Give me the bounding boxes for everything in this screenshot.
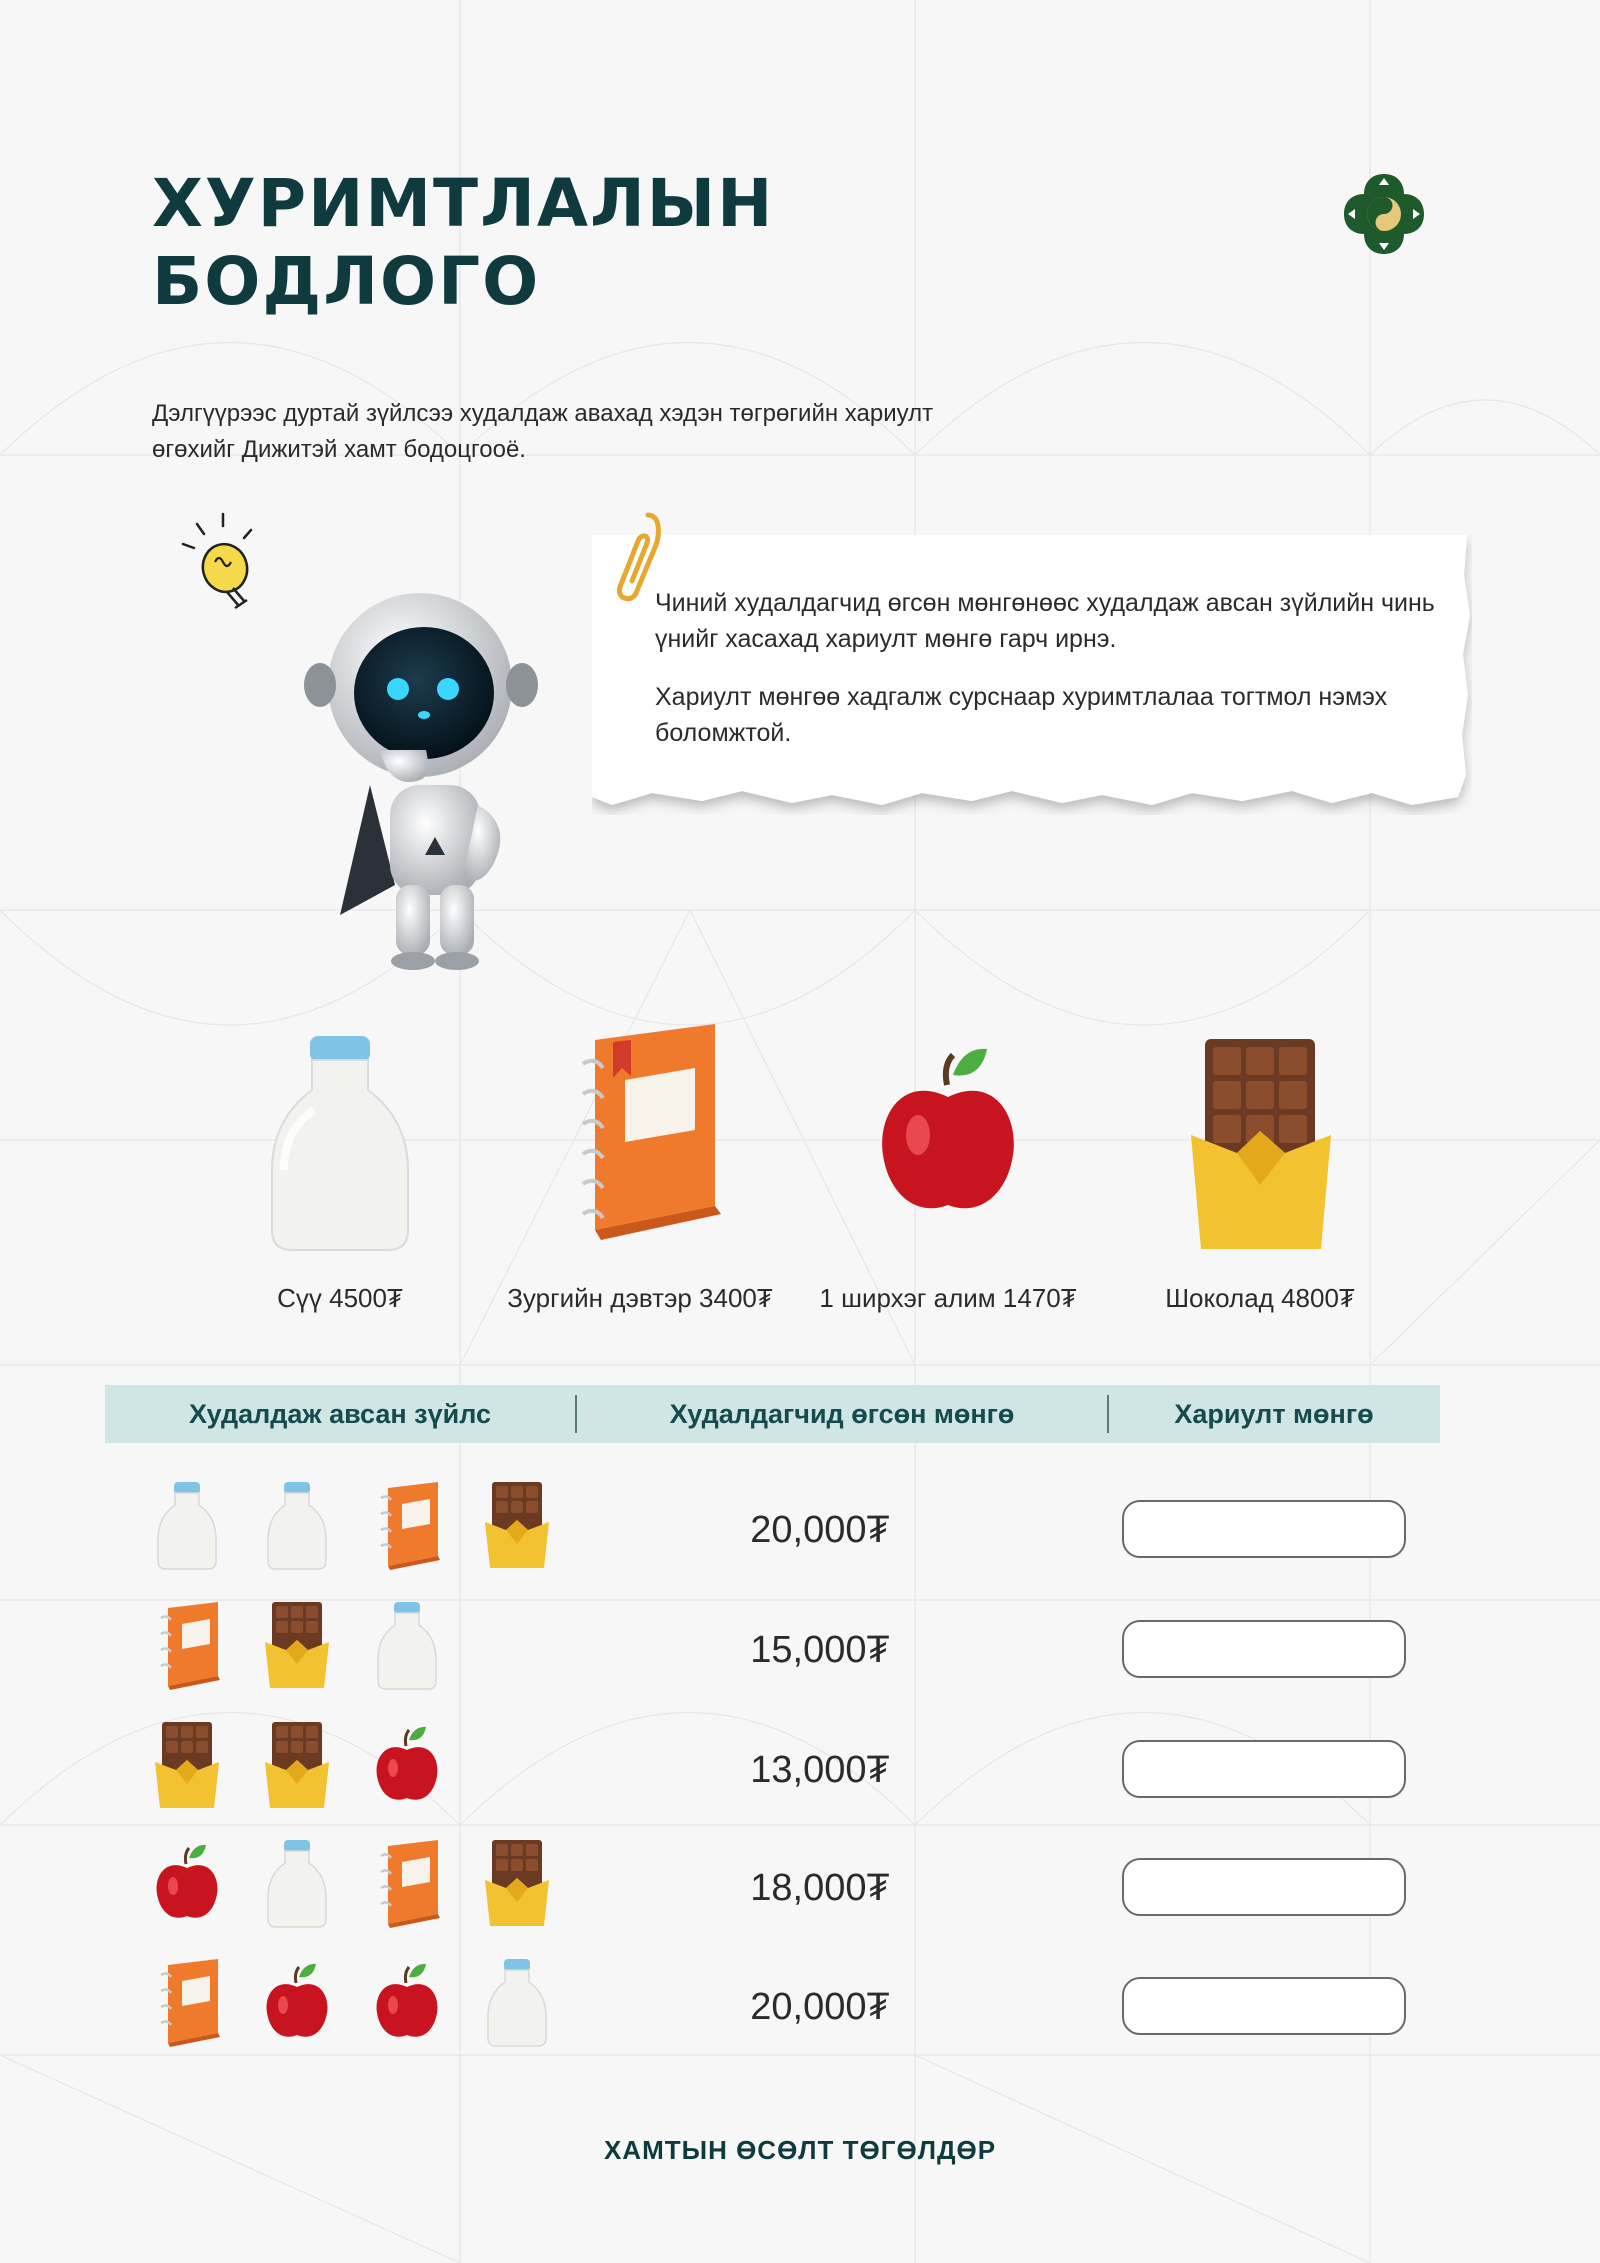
apple-icon: [152, 1838, 222, 1928]
purchased-items: [140, 1828, 600, 1948]
intro-text: Дэлгүүрээс дуртай зүйлсээ худалдаж авахад хэдэн төгрөгийн хариулт өгөхийг Дижитэй хамт бодоцгооё.: [152, 400, 934, 463]
milk-bottle-icon: [262, 1480, 332, 1570]
note-paragraph-2: Хариулт мөнгөө хадгалж сурснаар хуримтлалаа тогтмол нэмэх боломжтой.: [655, 683, 1388, 747]
milk-bottle-icon: [372, 1600, 442, 1690]
table-row: [140, 1947, 1420, 2067]
purchased-items: [140, 1590, 600, 1710]
apple-icon: [873, 1045, 1023, 1255]
milk-bottle-icon: [482, 1957, 552, 2047]
table-row: [140, 1470, 1420, 1590]
note-text: [655, 585, 1455, 773]
robot-mascot-icon: [300, 585, 540, 975]
product-milk: [215, 1030, 465, 1314]
chocolate-icon: [262, 1720, 332, 1810]
header-purchased-items: Худалдаж авсан зүйлс: [188, 1398, 492, 1429]
money-given-amount: 18,000₮: [750, 1866, 890, 1909]
title-line-1: ХУРИМТЛАЛЫН: [152, 165, 775, 242]
chocolate-icon: [262, 1600, 332, 1690]
apple-icon: [372, 1957, 442, 2047]
change-answer-box[interactable]: [1122, 1977, 1406, 2035]
product-label-chocolate: Шоколад 4800₮: [1165, 1283, 1355, 1313]
sketchbook-icon: [372, 1838, 442, 1928]
change-answer-box[interactable]: [1122, 1858, 1406, 1916]
product-apple: [808, 1045, 1088, 1314]
footer-slogan: ХАМТЫН ӨСӨЛТ ТӨГӨЛДӨР: [603, 2135, 997, 2165]
table-row: [140, 1590, 1420, 1710]
chocolate-icon: [482, 1480, 552, 1570]
note-paragraph-1: Чиний худалдагчид өгсөн мөнгөнөөс худалдаж авсан зүйлийн чинь үнийг хасахад хариулт мөнгө гарч ирнэ.: [655, 589, 1435, 653]
product-label-sketchbook: Зургийн дэвтэр 3400₮: [507, 1283, 773, 1313]
apple-icon: [262, 1957, 332, 2047]
lightbulb-icon: [175, 510, 275, 620]
apple-icon: [372, 1720, 442, 1810]
milk-bottle-icon: [270, 1030, 410, 1255]
milk-bottle-icon: [152, 1480, 222, 1570]
sketchbook-icon: [372, 1480, 442, 1570]
sketchbook-icon: [152, 1600, 222, 1690]
change-answer-box[interactable]: [1122, 1740, 1406, 1798]
sketchbook-icon: [555, 1020, 725, 1255]
title-line-2: БОДЛОГО: [152, 243, 541, 320]
purchased-items: [140, 1470, 600, 1590]
page-title: [152, 165, 852, 321]
money-given-amount: 15,000₮: [750, 1628, 890, 1671]
product-sketchbook: [500, 1020, 780, 1314]
header-change: Хариулт мөнгө: [1174, 1398, 1374, 1429]
product-label-apple: 1 ширхэг алим 1470₮: [819, 1283, 1077, 1313]
table-row: [140, 1828, 1420, 1948]
product-label-milk: Сүү 4500₮: [277, 1283, 403, 1313]
chocolate-icon: [152, 1720, 222, 1810]
money-given-amount: 20,000₮: [750, 1508, 890, 1551]
change-answer-box[interactable]: [1122, 1620, 1406, 1678]
header-money-given: Худалдагчид өгсөн мөнгө: [669, 1398, 1015, 1429]
brand-logo-icon: [1340, 170, 1428, 258]
table-row: [140, 1710, 1420, 1830]
change-answer-box[interactable]: [1122, 1500, 1406, 1558]
table-header: [105, 1385, 1440, 1443]
money-given-amount: 20,000₮: [750, 1985, 890, 2028]
milk-bottle-icon: [262, 1838, 332, 1928]
purchased-items: [140, 1710, 600, 1830]
money-given-amount: 13,000₮: [750, 1748, 890, 1791]
chocolate-icon: [482, 1838, 552, 1928]
chocolate-icon: [1185, 1035, 1335, 1255]
sketchbook-icon: [152, 1957, 222, 2047]
product-chocolate: [1130, 1035, 1390, 1314]
purchased-items: [140, 1947, 600, 2067]
